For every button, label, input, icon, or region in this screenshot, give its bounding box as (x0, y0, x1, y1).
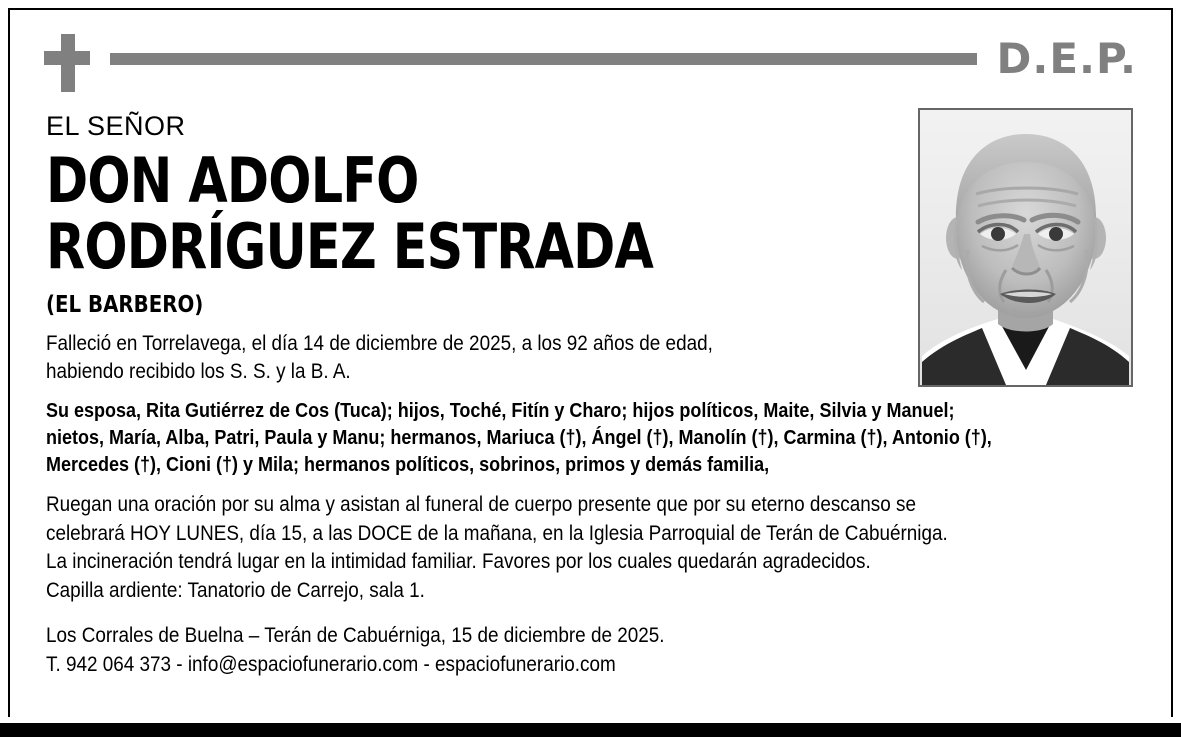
dep-label: D.E.P. (996, 34, 1137, 83)
service-details-line-3: La incineración tendrá lugar en la intimidad familiar. Favores por los cuales quedarán agradecidos. (46, 550, 871, 573)
family-list (46, 398, 1021, 479)
deceased-name-line-1: DON ADOLFO (46, 144, 419, 217)
header-rule (110, 53, 977, 65)
honorific-label: EL SEÑOR (46, 111, 186, 141)
notice-header (44, 34, 1137, 92)
service-details-line-4: Capilla ardiente: Tanatorio de Carrejo, sala 1. (46, 578, 425, 602)
cross-horizontal-bar (44, 51, 90, 65)
portrait-photo-image (920, 110, 1131, 385)
service-details (46, 491, 1006, 605)
notice-content (46, 110, 992, 679)
border-top (8, 8, 1173, 10)
footer-contact: T. 942 064 373 - info@espaciofunerario.com - espaciofunerario.com (46, 653, 616, 676)
notice-footer (46, 621, 905, 679)
death-details-line-2: habiendo recibido los S. S. y la B. A. (46, 360, 351, 383)
death-details-line-1: Falleció en Torrelavega, el día 14 de diciembre de 2025, a los 92 años de edad, (46, 332, 713, 355)
border-left (8, 8, 10, 717)
family-list-line-2: nietos, María, Alba, Patri, Paula y Manu; hermanos, Mariuca (†), Ángel (†), Manolín (†), Carmina (†), Antonio (†), (46, 427, 992, 449)
family-list-line-3: Mercedes (†), Cioni (†) y Mila; hermanos políticos, sobrinos, primos y demás familia, (46, 454, 770, 476)
family-list-line-1: Su esposa, Rita Gutiérrez de Cos (Tuca); hijos, Toché, Fitín y Charo; hijos políticos, Maite, Silvia y Manuel; (46, 400, 955, 422)
death-details (46, 330, 905, 386)
footer-place-date: Los Corrales de Buelna – Terán de Cabuérniga, 15 de diciembre de 2025. (46, 624, 665, 647)
portrait-photo (918, 108, 1133, 387)
border-right (1171, 8, 1173, 717)
deceased-name-line-2: RODRÍGUEZ ESTRADA (46, 210, 654, 283)
deceased-nickname: (EL BARBERO) (46, 292, 204, 318)
service-details-line-2: celebrará HOY LUNES, día 15, a las DOCE de la mañana, en la Iglesia Parroquial de Terán de Cabuérniga. (46, 521, 948, 545)
service-details-line-1: Ruegan una oración por su alma y asistan al funeral de cuerpo presente que por su eterno descanso se (46, 493, 916, 516)
latin-cross-icon (44, 34, 90, 92)
border-bottom-bar (0, 723, 1181, 737)
